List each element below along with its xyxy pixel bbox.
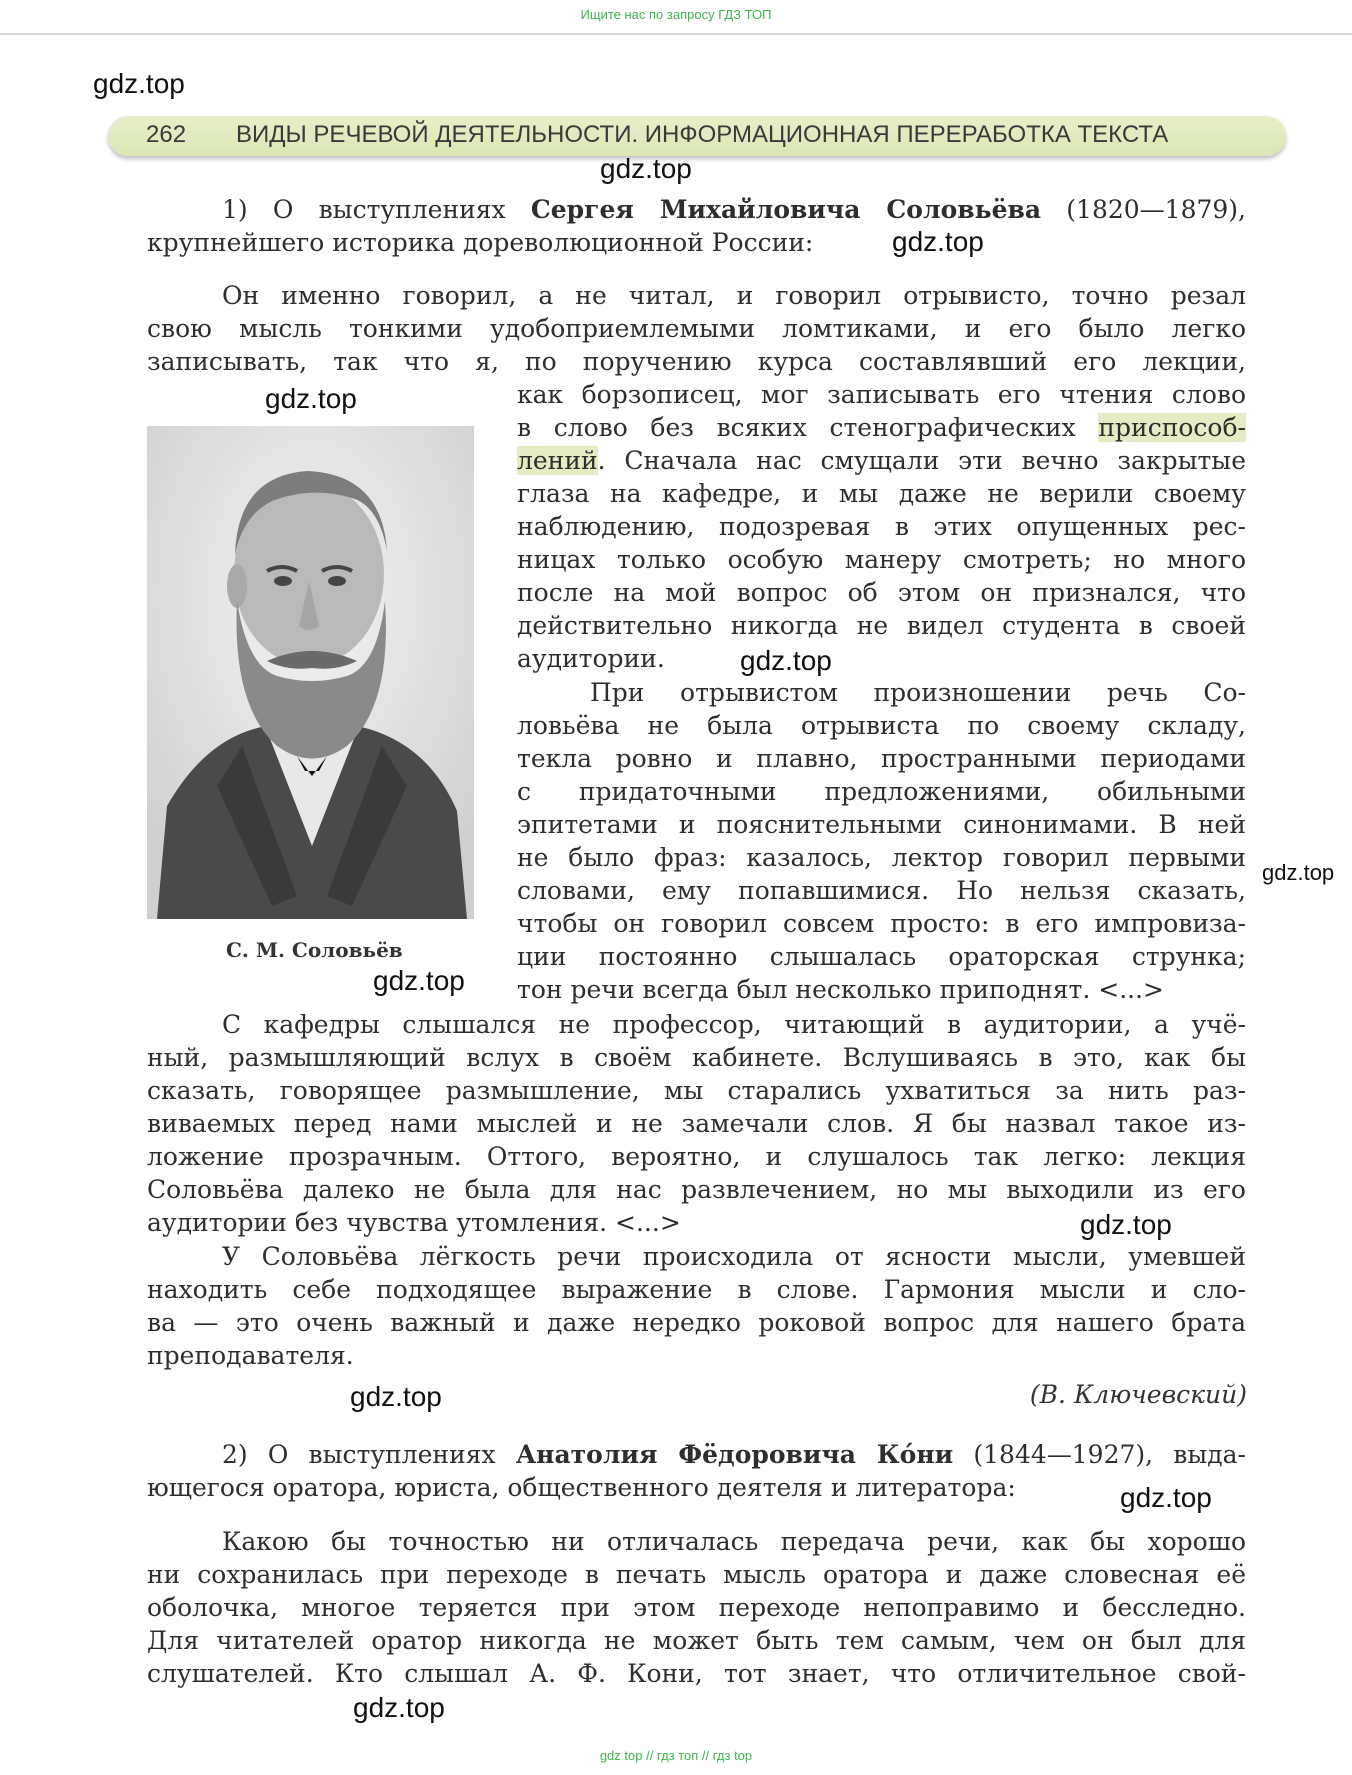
quote1-line: ции постоянно слышалась ораторская струнка; — [517, 942, 1246, 971]
watermark: gdz.top — [353, 1692, 445, 1723]
quote1-line: ницах только особую манеру смотреть; но много — [517, 545, 1246, 574]
portrait-image — [147, 426, 474, 919]
quote1-line: свою мысль тонкими удобоприемлемыми ломтиками, и его было легко — [147, 314, 1246, 343]
quote2-line: ни сохранилась при переходе в печать мысль оратора и даже словесная её — [147, 1560, 1246, 1589]
quote1-line: с придаточными предложениями, обильными — [517, 777, 1246, 806]
watermark: gdz.top — [1262, 860, 1335, 885]
quote1-line: эпитетами и пояснительными синонимами. В ней — [517, 810, 1246, 839]
quote2-line: Для читателей оратор никогда не может быть тем самым, чем он был для — [147, 1626, 1246, 1655]
page-header-title: ВИДЫ РЕЧЕВОЙ ДЕЯТЕЛЬНОСТИ. ИНФОРМАЦИОННАЯ ПЕРЕРАБОТКА ТЕКСТА — [236, 121, 1169, 148]
portrait-caption: С. М. Соловьёв — [226, 938, 403, 962]
watermark: gdz.top — [1120, 1482, 1212, 1513]
quote2-line: Какою бы точностью ни отличалась передача речи, как бы хорошо — [222, 1527, 1246, 1556]
quote1-line: глаза на кафедре, и мы даже не верили своему — [517, 479, 1246, 508]
quote1-line: находить себе подходящее выражение в слове. Гармония мысли и сло- — [147, 1275, 1246, 1304]
quote1-line: аудитории без чувства утомления. <...> — [147, 1208, 681, 1237]
watermark: gdz.top — [600, 153, 692, 184]
quote1-line: ловьёва не была отрывиста по своему складу, — [517, 711, 1246, 740]
portrait-illustration — [147, 426, 474, 919]
quote1-line: после на мой вопрос об этом он признался, что — [517, 578, 1246, 607]
quote1-line: записывать, так что я, по поручению курса составлявший его лекции, — [147, 347, 1246, 376]
quote1-line: У Соловьёва лёгкость речи происходила от ясности мысли, умевшей — [222, 1242, 1246, 1271]
watermark: gdz.top — [1080, 1209, 1172, 1240]
quote1-line: лений. Сначала нас смущали эти вечно закрытые — [517, 446, 1246, 475]
watermark: gdz.top — [892, 226, 984, 257]
quote1-line: При отрывистом произношении речь Со- — [590, 678, 1246, 707]
watermark: gdz.top — [740, 645, 832, 676]
quote1-line: как борзописец, мог записывать его чтения слово — [517, 380, 1246, 409]
top-banner-text[interactable]: Ищите нас по запросу ГДЗ ТОП — [580, 7, 772, 22]
quote1-line: виваемых перед нами мыслей и не замечали слов. Я бы назвал такое из- — [147, 1109, 1246, 1138]
quote1-author: (В. Ключевский) — [1029, 1380, 1247, 1409]
quote1-line: чтобы он говорил совсем просто: в его импровиза- — [517, 909, 1246, 938]
watermark: gdz.top — [350, 1381, 442, 1412]
quote2-line: слушателей. Кто слышал А. Ф. Кони, тот знает, что отличительное свой- — [147, 1659, 1246, 1688]
section2-intro-line1: 2) О выступлениях Анатолия Фёдоровича Ко́ни (1844—1927), выда- — [222, 1440, 1247, 1469]
watermark: gdz.top — [265, 383, 357, 414]
watermark: gdz.top — [93, 68, 185, 99]
quote1-line: наблюдению, подозревая в этих опущенных рес- — [517, 512, 1246, 541]
quote1-line: тон речи всегда был несколько приподнят. <...> — [517, 975, 1164, 1004]
quote1-line: ложение прозрачным. Оттого, вероятно, и слушалось так легко: лекция — [147, 1142, 1246, 1171]
quote1-line: Он именно говорил, а не читал, и говорил отрывисто, точно резал — [222, 281, 1246, 310]
quote1-line: преподавателя. — [147, 1341, 354, 1370]
page-number: 262 — [146, 121, 187, 148]
quote2-line: оболочка, многое теряется при этом переходе непоправимо и бесследно. — [147, 1593, 1246, 1622]
quote1-line: не было фраз: казалось, лектор говорил первыми — [517, 843, 1246, 872]
quote1-line: аудитории. — [517, 644, 665, 673]
section2-intro-line2: ющегося оратора, юриста, общественного деятеля и литератора: — [147, 1473, 1016, 1502]
quote1-line: С кафедры слышался не профессор, читающий в аудитории, а учё- — [222, 1010, 1246, 1039]
footer-links[interactable]: gdz top // гдз топ // гдз top — [599, 1748, 753, 1763]
quote1-line: действительно никогда не видел студента в своей — [517, 611, 1246, 640]
quote1-line: Соловьёва далеко не была для нас развлечением, но мы выходили из его — [147, 1175, 1246, 1204]
quote1-line: сказать, говорящее размышление, мы старались ухватиться за нить раз- — [147, 1076, 1246, 1105]
quote1-line: словами, ему попавшимися. Но нельзя сказать, — [517, 876, 1246, 905]
quote1-line: ва — это очень важный и даже нередко роковой вопрос для нашего брата — [147, 1308, 1246, 1337]
quote1-line: в слово без всяких стенографических приспособ- — [517, 413, 1246, 442]
quote1-line: ный, размышляющий вслух в своём кабинете. Вслушиваясь в это, как бы — [147, 1043, 1246, 1072]
quote1-line: текла ровно и плавно, пространными периодами — [517, 744, 1246, 773]
watermark: gdz.top — [373, 965, 465, 996]
section1-intro-line2: крупнейшего историка дореволюционной России: — [147, 228, 814, 257]
section1-intro-line1: 1) О выступлениях Сергея Михайловича Соловьёва (1820—1879), — [222, 195, 1246, 224]
top-banner — [0, 0, 1352, 35]
